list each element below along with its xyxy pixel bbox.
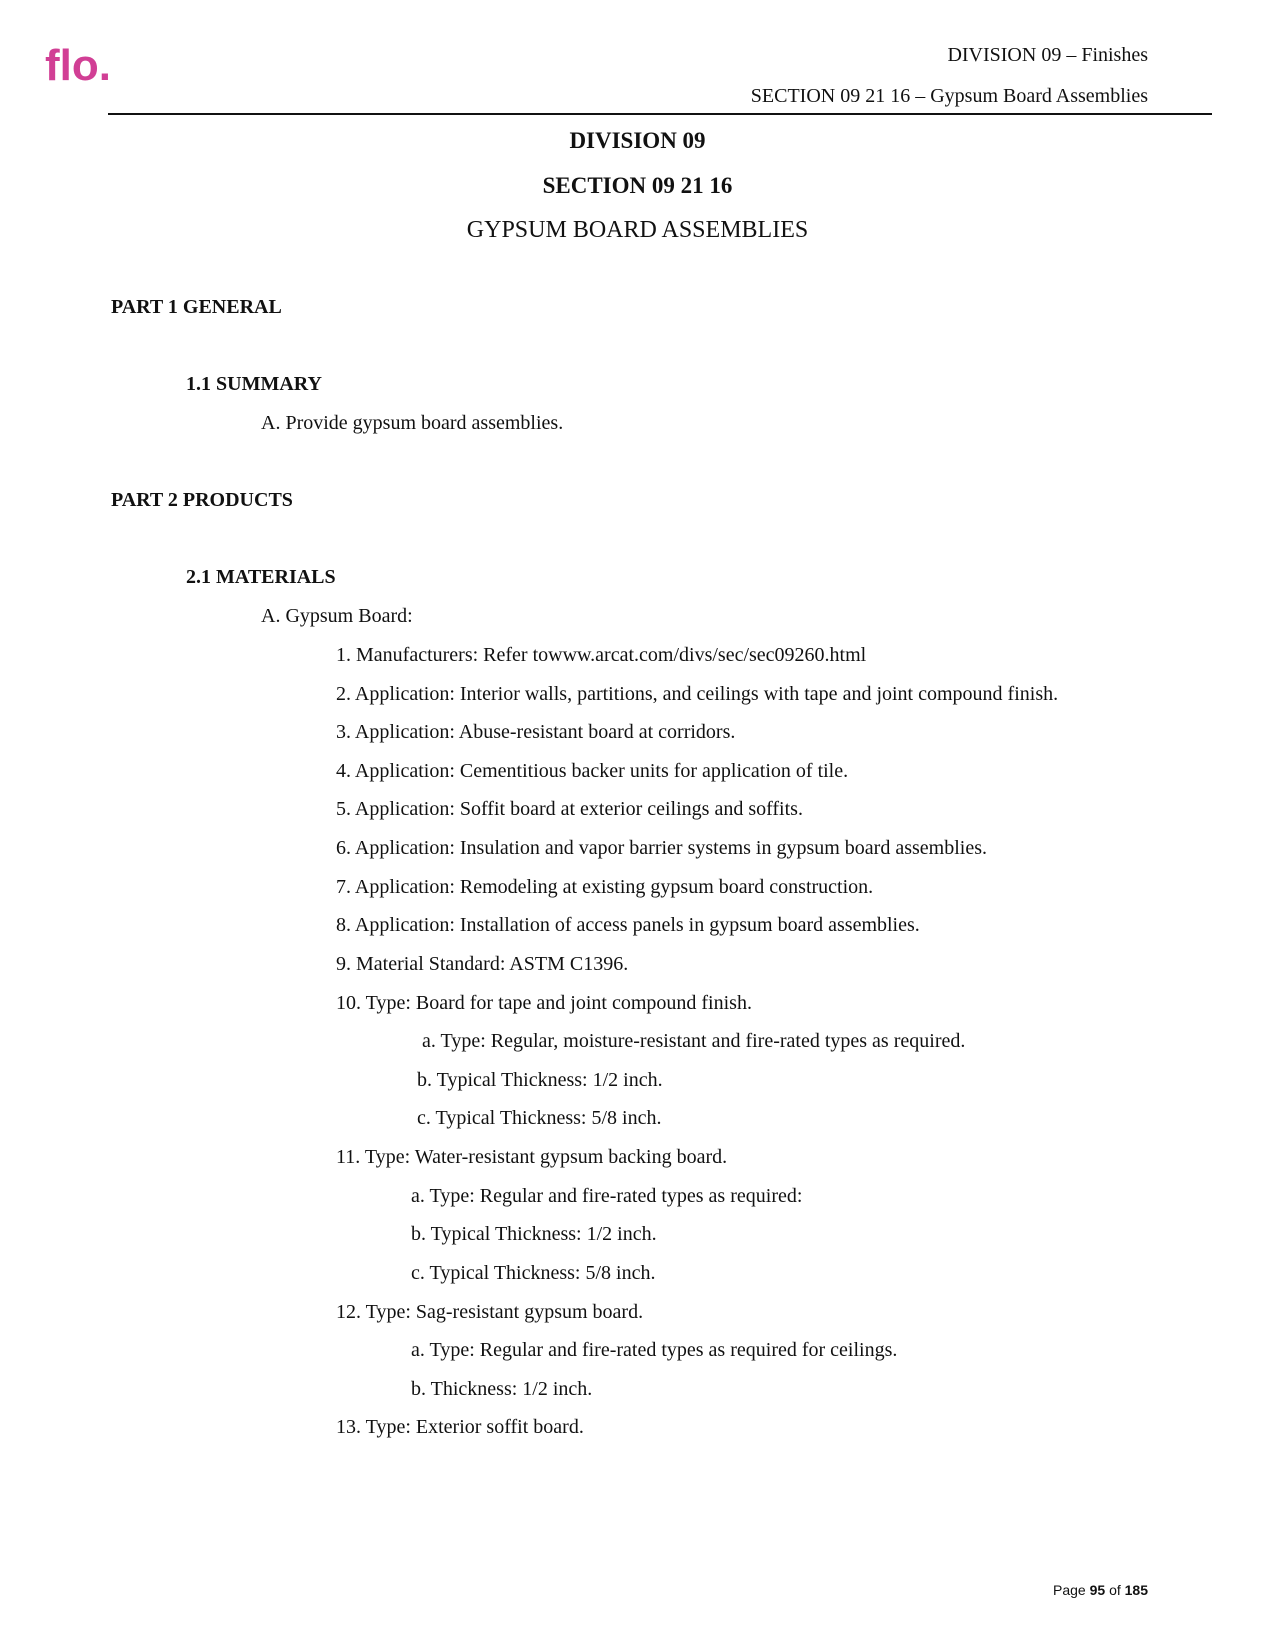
list-item: 5. Application: Soffit board at exterior ceilings and soffits. [336,798,803,820]
list-item: 9. Material Standard: ASTM C1396. [336,953,629,975]
list-item: 13. Type: Exterior soffit board. [336,1416,584,1438]
part1-heading: PART 1 GENERAL [111,296,282,318]
sub-list-item: c. Typical Thickness: 5/8 inch. [417,1107,662,1129]
list-item: 6. Application: Insulation and vapor barrier systems in gypsum board assemblies. [336,837,987,859]
list-item: 8. Application: Installation of access panels in gypsum board assemblies. [336,914,920,936]
section-2-1-item-a: A. Gypsum Board: [261,605,413,627]
page-of: of [1109,1582,1121,1598]
header-rule [108,113,1212,115]
sub-list-item: b. Typical Thickness: 1/2 inch. [411,1223,657,1245]
list-item: 12. Type: Sag-resistant gypsum board. [336,1301,644,1323]
title-section: SECTION 09 21 16 [542,173,733,198]
sub-list-item: a. Type: Regular and fire-rated types as required: [411,1185,803,1207]
header-division: DIVISION 09 – Finishes [947,44,1148,66]
flo-logo [45,44,145,88]
list-item: 1. Manufacturers: Refer towww.arcat.com/divs/sec/sec09260.html [336,644,867,666]
sub-list-item: b. Typical Thickness: 1/2 inch. [417,1069,663,1091]
page-current: 95 [1089,1582,1106,1598]
title-name: GYPSUM BOARD ASSEMBLIES [466,217,809,243]
part2-heading: PART 2 PRODUCTS [111,489,293,511]
sub-list-item: a. Type: Regular and fire-rated types as required for ceilings. [411,1339,898,1361]
page-prefix: Page [1053,1582,1086,1598]
page-total: 185 [1124,1582,1148,1598]
section-1-1-item-a: A. Provide gypsum board assemblies. [261,412,564,434]
logo-text: flo. [45,44,111,88]
list-item: 4. Application: Cementitious backer units for application of tile. [336,760,849,782]
list-item: 11. Type: Water-resistant gypsum backing board. [336,1146,728,1168]
section-2-1-heading: 2.1 MATERIALS [186,566,336,588]
sub-list-item: b. Thickness: 1/2 inch. [411,1378,593,1400]
list-item: 10. Type: Board for tape and joint compound finish. [336,992,752,1014]
list-item: 3. Application: Abuse-resistant board at corridors. [336,721,736,743]
list-item: 7. Application: Remodeling at existing gypsum board construction. [336,876,874,898]
sub-list-item: c. Typical Thickness: 5/8 inch. [411,1262,656,1284]
list-item: 2. Application: Interior walls, partitions, and ceilings with tape and joint compound finish. [336,683,1059,705]
header-section: SECTION 09 21 16 – Gypsum Board Assemblies [750,85,1148,107]
sub-list-item: a. Type: Regular, moisture-resistant and fire-rated types as required. [422,1030,966,1052]
page-number [1053,1582,1148,1598]
title-division: DIVISION 09 [569,128,706,153]
section-1-1-heading: 1.1 SUMMARY [186,373,322,395]
